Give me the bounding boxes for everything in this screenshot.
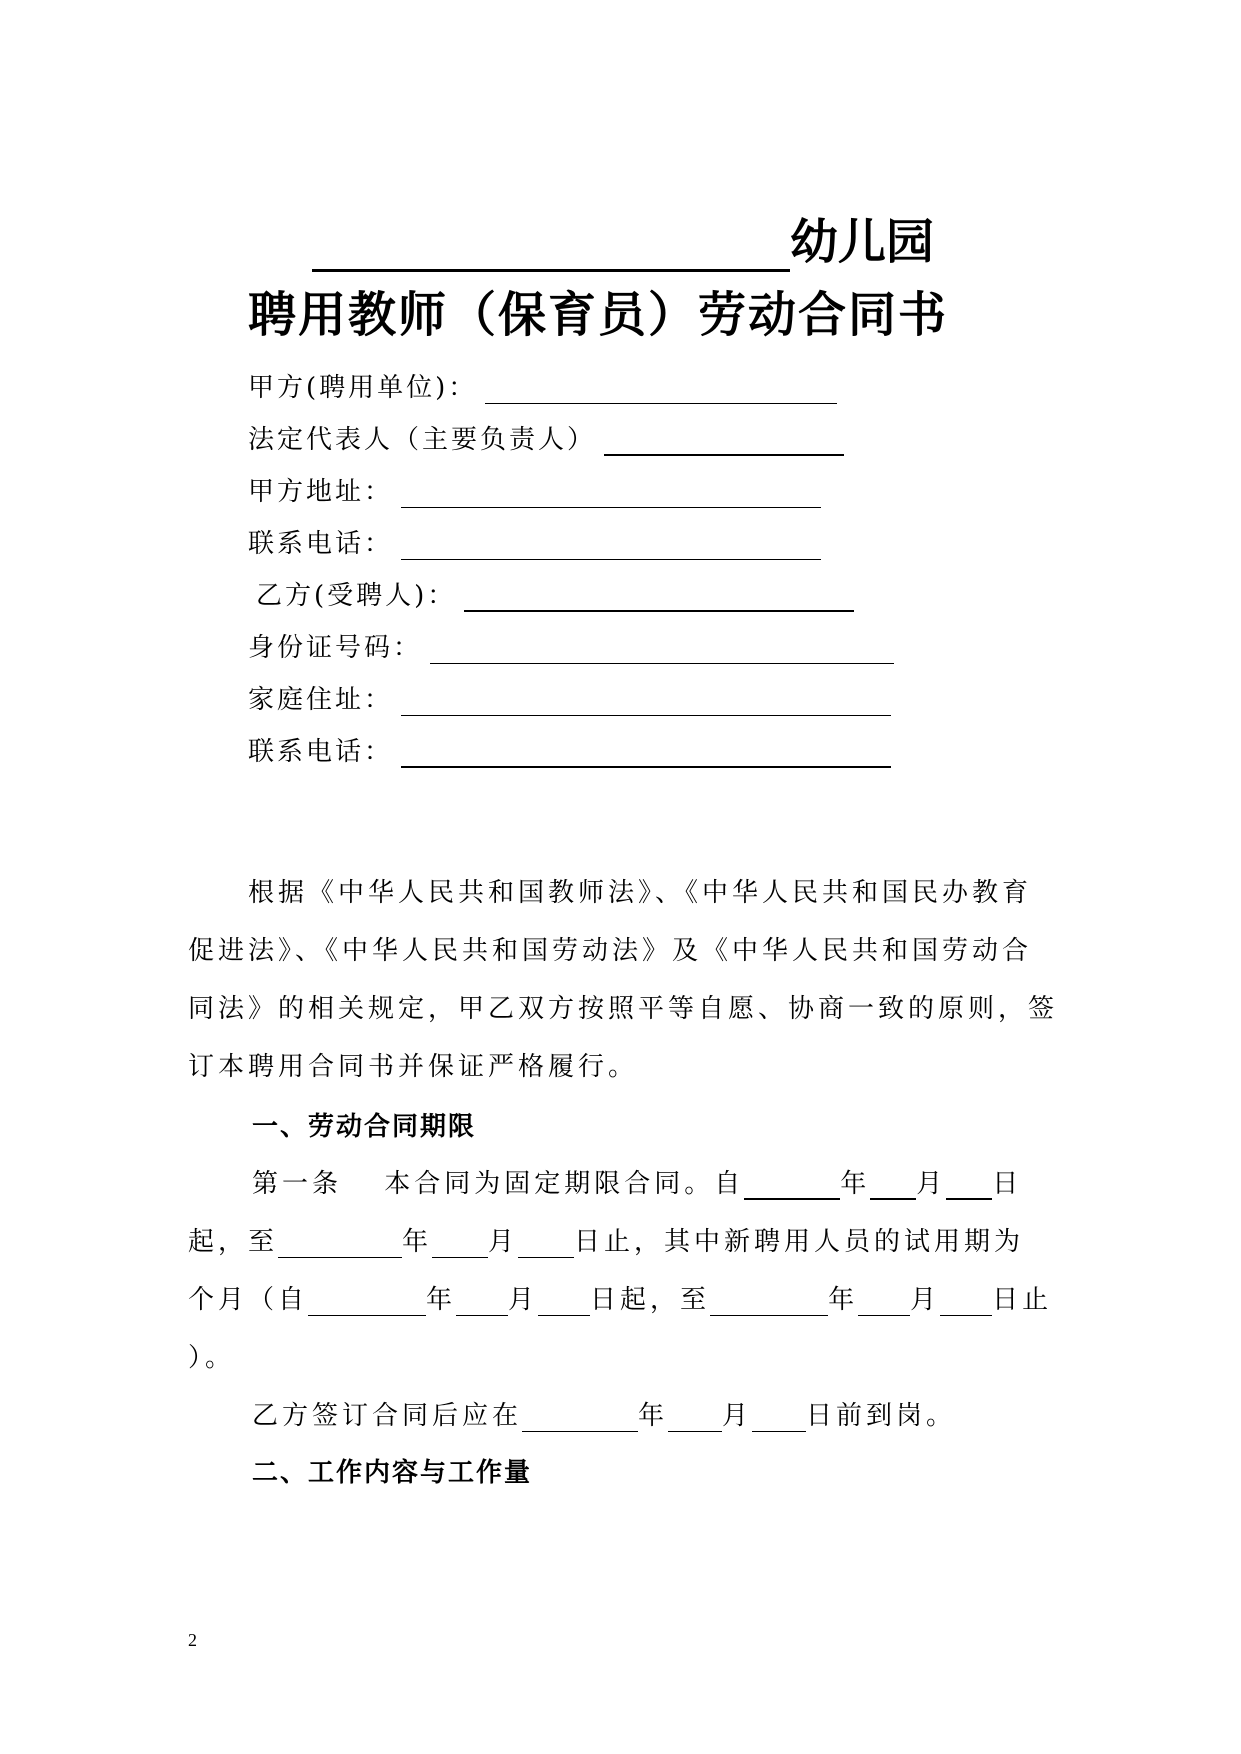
article-1-prefix: 第一条 本合同为固定期限合同。自 bbox=[252, 1169, 745, 1199]
report-year-blank[interactable] bbox=[522, 1401, 638, 1432]
closing-paren: ）。 bbox=[188, 1343, 236, 1373]
probation-end-prefix: 日起，至 bbox=[590, 1285, 711, 1315]
month-label: 月 bbox=[916, 1169, 947, 1199]
report-prefix: 乙方签订合同后应在 bbox=[252, 1401, 523, 1431]
party-b-phone-label: 联系电话： bbox=[248, 737, 394, 767]
id-number-label: 身份证号码： bbox=[248, 633, 423, 663]
probation-end-month-blank[interactable] bbox=[858, 1285, 910, 1316]
probation-start-prefix: 个月（自 bbox=[188, 1285, 309, 1315]
kindergarten-name-blank[interactable] bbox=[312, 215, 790, 272]
end-day-blank[interactable] bbox=[518, 1227, 574, 1258]
contract-title: 聘用教师（保育员）劳动合同书 bbox=[248, 287, 949, 343]
page-number: 2 bbox=[188, 1630, 197, 1650]
intro-paragraph: 根据《中华人民共和国教师法》、《中华人民共和国民办教育促进法》、《中华人民共和国劳动法》及《中华人民共和国劳动合同法》的相关规定，甲乙双方按照平等自愿、协商一致的原则，签订本聘用合同书并保证严格履行。 bbox=[188, 878, 1059, 1082]
month-label: 月 bbox=[488, 1227, 519, 1257]
probation-start-month-blank[interactable] bbox=[456, 1285, 508, 1316]
start-month-blank[interactable] bbox=[870, 1168, 916, 1200]
legal-rep-blank[interactable] bbox=[604, 424, 844, 456]
party-b-phone-field bbox=[248, 728, 891, 768]
year-label: 年 bbox=[638, 1401, 669, 1431]
party-a-phone-field bbox=[248, 520, 821, 560]
id-number-blank[interactable] bbox=[430, 633, 894, 664]
party-b-label: 乙方(受聘人)： bbox=[256, 581, 457, 611]
end-year-blank[interactable] bbox=[278, 1227, 402, 1258]
probation-start-day-blank[interactable] bbox=[538, 1285, 590, 1316]
article-1-line-4 bbox=[188, 1334, 235, 1374]
year-label: 年 bbox=[828, 1285, 859, 1315]
probation-end-year-blank[interactable] bbox=[710, 1285, 828, 1316]
year-label: 年 bbox=[426, 1285, 457, 1315]
party-b-field bbox=[256, 572, 854, 612]
party-a-address-label: 甲方地址： bbox=[248, 477, 394, 507]
month-label: 月 bbox=[722, 1401, 753, 1431]
start-day-blank[interactable] bbox=[946, 1168, 992, 1200]
party-a-blank[interactable] bbox=[485, 373, 837, 404]
report-month-blank[interactable] bbox=[668, 1401, 722, 1432]
end-prefix: 起，至 bbox=[188, 1227, 279, 1257]
party-b-blank[interactable] bbox=[464, 580, 854, 612]
home-address-blank[interactable] bbox=[401, 685, 891, 716]
probation-end-day-blank[interactable] bbox=[940, 1285, 992, 1316]
title-kindergarten-suffix: 幼儿园 bbox=[790, 214, 935, 270]
party-a-address-field bbox=[248, 468, 821, 508]
start-year-blank[interactable] bbox=[744, 1168, 840, 1200]
article-1-line-2 bbox=[188, 1218, 1024, 1258]
report-suffix: 日前到岗。 bbox=[806, 1401, 957, 1431]
party-a-phone-label: 联系电话： bbox=[248, 529, 394, 559]
home-address-field bbox=[248, 676, 891, 716]
party-a-phone-blank[interactable] bbox=[401, 529, 821, 560]
legal-rep-label: 法定代表人（主要负责人） bbox=[248, 425, 597, 455]
section-1-heading: 一、劳动合同期限 bbox=[252, 1112, 477, 1142]
year-label: 年 bbox=[402, 1227, 433, 1257]
legal-rep-field bbox=[248, 416, 844, 456]
party-a-label: 甲方(聘用单位)： bbox=[248, 373, 478, 403]
report-date-line bbox=[252, 1392, 956, 1432]
title-line-1 bbox=[312, 210, 934, 272]
article-1-line-3 bbox=[188, 1276, 1052, 1316]
month-label: 月 bbox=[508, 1285, 539, 1315]
day-label: 日 bbox=[992, 1169, 1023, 1199]
year-label: 年 bbox=[840, 1169, 871, 1199]
section-2-heading: 二、工作内容与工作量 bbox=[252, 1458, 533, 1488]
id-number-field bbox=[248, 624, 894, 664]
probation-end-suffix: 日止 bbox=[992, 1285, 1053, 1315]
probation-start-year-blank[interactable] bbox=[308, 1285, 426, 1316]
article-1-line-1 bbox=[252, 1160, 1022, 1200]
party-b-phone-blank[interactable] bbox=[401, 736, 891, 768]
report-day-blank[interactable] bbox=[752, 1401, 806, 1432]
party-a-address-blank[interactable] bbox=[401, 477, 821, 508]
home-address-label: 家庭住址： bbox=[248, 685, 394, 715]
end-month-blank[interactable] bbox=[432, 1227, 488, 1258]
party-a-field bbox=[248, 364, 837, 404]
probation-text: 日止，其中新聘用人员的试用期为 bbox=[574, 1227, 1025, 1257]
month-label: 月 bbox=[910, 1285, 941, 1315]
